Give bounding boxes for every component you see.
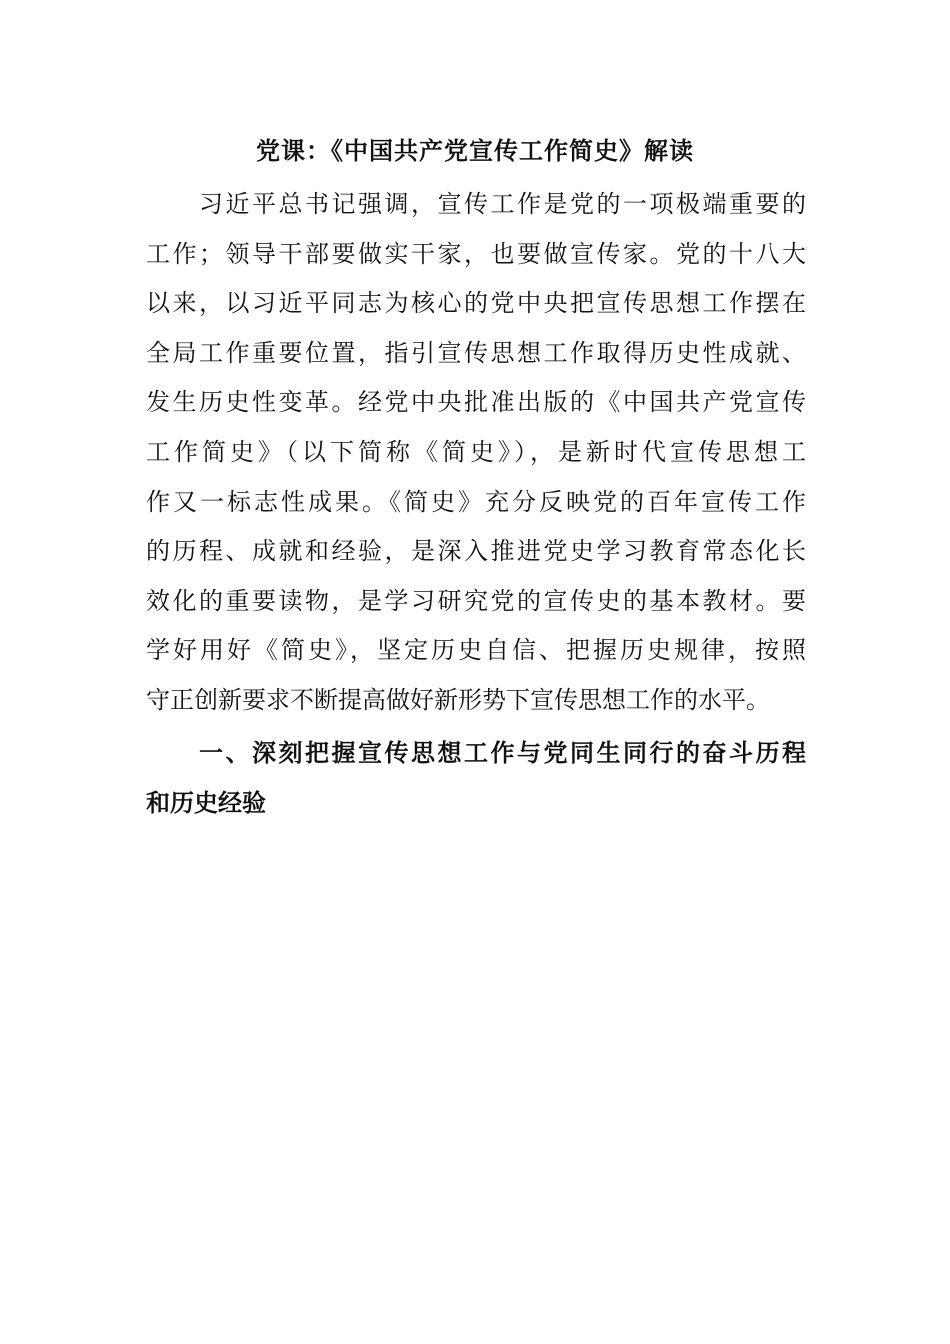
section-heading-line: 一、深刻把握宣传思想工作与党同生同行的奋斗历程 (146, 739, 806, 767)
paragraph-line: 以来，以习近平同志为核心的党中央把宣传思想工作摆在 (146, 289, 806, 318)
paragraph-line: 学好用好《简史》，坚定历史自信、把握历史规律，按照 (146, 636, 806, 665)
intro-paragraph (146, 180, 806, 726)
paragraph-line: 守正创新要求不断提高做好新形势下宣传思想工作的水平。 (146, 685, 770, 714)
paragraph-line: 的历程、成就和经验，是深入推进党史学习教育常态化长 (146, 537, 806, 566)
paragraph-line: 全局工作重要位置，指引宣传思想工作取得历史性成就、 (146, 338, 806, 367)
paragraph-line: 效化的重要读物，是学习研究党的宣传史的基本教材。要 (146, 586, 806, 615)
paragraph-line: 习近平总书记强调，宣传工作是党的一项极端重要的 (146, 190, 806, 218)
section-heading (146, 728, 806, 828)
section-heading-line: 和历史经验 (146, 789, 266, 817)
paragraph-line: 工作；领导干部要做实干家，也要做宣传家。党的十八大 (146, 239, 806, 268)
paragraph-line: 工作简史》（以下简称《简史》），是新时代宣传思想工 (146, 437, 806, 466)
document-title: 党课：《中国共产党宣传工作简史》解读 (256, 137, 694, 165)
paragraph-line: 发生历史性变革。经党中央批准出版的《中国共产党宣传 (146, 388, 806, 417)
paragraph-line: 作又一标志性成果。《简史》充分反映党的百年宣传工作 (146, 487, 806, 516)
